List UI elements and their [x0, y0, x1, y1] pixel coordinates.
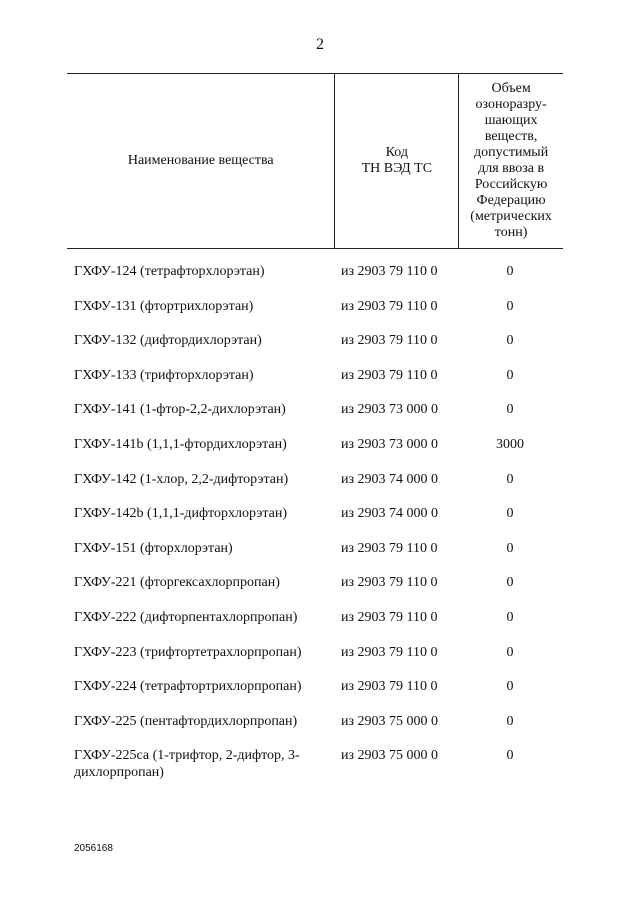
header-volume-line: Федерацию — [476, 193, 546, 208]
tn-ved-code: из 2903 79 110 0 — [341, 264, 438, 279]
tn-ved-code: из 2903 79 110 0 — [341, 540, 438, 556]
substance-name: ГХФУ-151 (фторхлорэтан) — [74, 540, 233, 556]
table-row — [67, 263, 563, 298]
table-row — [67, 332, 563, 367]
tn-ved-code: из 2903 73 000 0 — [341, 402, 439, 418]
substance-name: ГХФУ-224 (тетрафтортрихлорпропан) — [74, 679, 302, 695]
document-id: 2056168 — [74, 843, 113, 854]
tn-ved-code: из 2903 75 000 0 — [341, 748, 439, 764]
tn-ved-code: из 2903 73 000 0 — [341, 436, 439, 452]
substance-name: ГХФУ-132 (дифтордихлорэтан) — [74, 333, 262, 349]
table-row — [67, 540, 563, 575]
header-volume-line: Российскую — [474, 177, 548, 192]
allowed-volume: 3000 — [496, 436, 524, 452]
substance-name: ГХФУ-223 (трифтортетрахлорпропан) — [74, 644, 302, 660]
substance-name: ГХФУ-141 (1-фтор-2,2-дихлорэтан) — [74, 402, 286, 418]
tn-ved-code: из 2903 79 110 0 — [341, 298, 438, 314]
tn-ved-code: из 2903 79 110 0 — [341, 575, 438, 591]
allowed-volume: 0 — [506, 540, 514, 556]
tn-ved-code: из 2903 79 110 0 — [341, 333, 438, 349]
tn-ved-code: из 2903 75 000 0 — [341, 713, 439, 729]
tn-ved-code: из 2903 79 110 0 — [341, 367, 438, 383]
substance-name: ГХФУ-221 (фторгексахлорпропан) — [74, 575, 280, 591]
table-row — [67, 644, 563, 679]
substances-table — [67, 73, 563, 789]
allowed-volume: 0 — [506, 264, 514, 279]
header-volume-line: тонн) — [494, 225, 528, 240]
table-row — [67, 713, 563, 748]
substance-name: ГХФУ-131 (фтортрихлорэтан) — [74, 298, 254, 314]
table-row — [67, 401, 563, 436]
table-row — [67, 505, 563, 540]
header-volume-line: веществ, — [484, 129, 538, 144]
tn-ved-code: из 2903 79 110 0 — [341, 679, 438, 695]
header-volume-line: шающих — [484, 113, 538, 128]
table-row — [67, 609, 563, 644]
substance-name: ГХФУ-133 (трифторхлорэтан) — [74, 367, 254, 383]
table-row — [67, 367, 563, 402]
substance-name: ГХФУ-141b (1,1,1-фтордихлорэтан) — [74, 436, 287, 452]
allowed-volume: 0 — [506, 713, 514, 729]
allowed-volume: 0 — [506, 367, 514, 383]
header-volume-line: Объем — [491, 81, 531, 96]
allowed-volume: 0 — [506, 679, 514, 695]
allowed-volume: 0 — [506, 748, 514, 764]
header-substance-name: Наименование вещества — [67, 74, 335, 248]
header-code-line1: Код — [385, 145, 409, 160]
header-volume-line: озоноразру- — [475, 97, 547, 112]
table-row — [67, 436, 563, 471]
allowed-volume: 0 — [506, 644, 514, 660]
header-code-line2: ТН ВЭД ТС — [361, 161, 433, 176]
allowed-volume: 0 — [506, 575, 514, 591]
table-row — [67, 678, 563, 713]
header-volume — [459, 74, 563, 248]
tn-ved-code: из 2903 79 110 0 — [341, 609, 438, 625]
table-row — [67, 574, 563, 609]
substance-name: ГХФУ-142 (1-хлор, 2,2-дифторэтан) — [74, 471, 289, 487]
substance-name: ГХФУ-222 (дифторпентахлорпропан) — [74, 609, 298, 625]
allowed-volume: 0 — [506, 506, 514, 522]
allowed-volume: 0 — [506, 333, 514, 349]
header-code — [335, 74, 459, 248]
substance-name: ГХФУ-225са (1-трифтор, 2-дифтор, 3-дихлорпропан) — [74, 748, 300, 781]
table-row — [67, 747, 563, 789]
substance-name: ГХФУ-124 (тетрафторхлорэтан) — [74, 264, 265, 279]
header-volume-line: (метрических — [470, 209, 552, 224]
tn-ved-code: из 2903 74 000 0 — [341, 506, 439, 522]
allowed-volume: 0 — [506, 609, 514, 625]
header-volume-line: для ввоза в — [478, 161, 545, 176]
allowed-volume: 0 — [506, 298, 514, 314]
table-body — [67, 249, 563, 789]
table-row — [67, 471, 563, 506]
allowed-volume: 0 — [506, 402, 514, 418]
table-header — [67, 73, 563, 249]
header-volume-line: допустимый — [474, 145, 549, 160]
substance-name: ГХФУ-142b (1,1,1-дифторхлорэтан) — [74, 506, 287, 522]
table-row — [67, 298, 563, 333]
allowed-volume: 0 — [506, 471, 514, 487]
tn-ved-code: из 2903 74 000 0 — [341, 471, 439, 487]
substance-name: ГХФУ-225 (пентафтордихлорпропан) — [74, 713, 298, 729]
page-number: 2 — [316, 36, 324, 53]
tn-ved-code: из 2903 79 110 0 — [341, 644, 438, 660]
